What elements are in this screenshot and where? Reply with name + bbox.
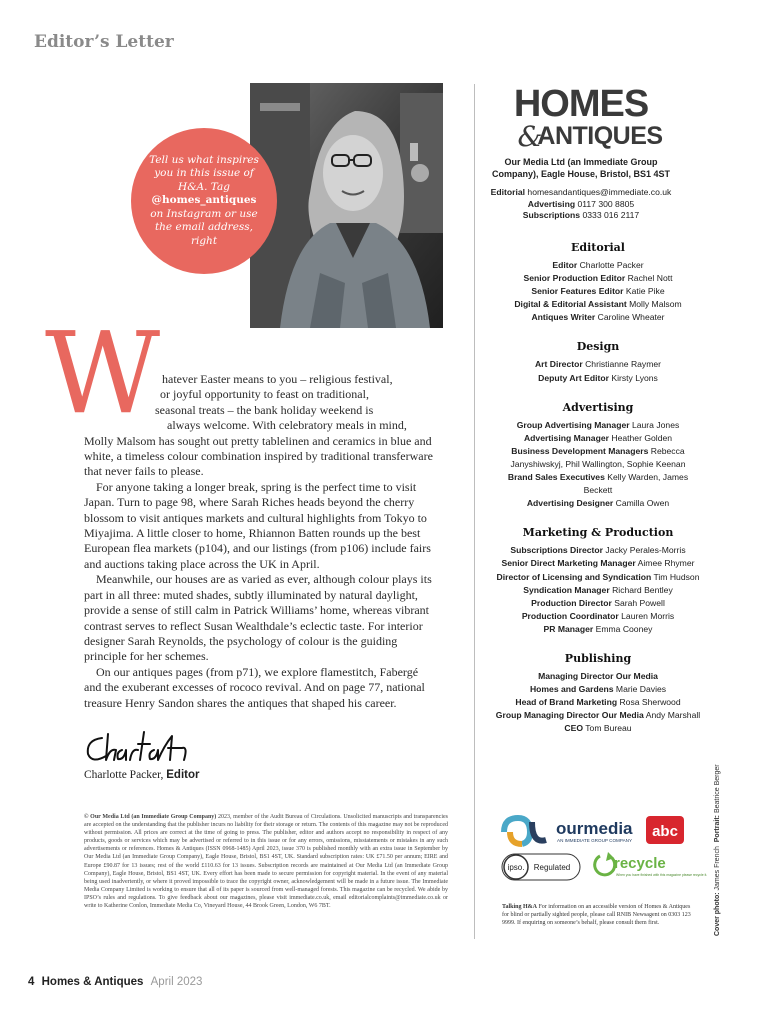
credit-role: Senior Features Editor [531, 286, 624, 297]
page-number: 4 [28, 976, 35, 988]
credit-row [494, 584, 702, 597]
column-divider [474, 84, 475, 939]
credit-role: Homes and Gardens [529, 684, 614, 695]
legal-notice [84, 813, 448, 910]
credits-heading-design: Design [576, 340, 620, 354]
credit-row [494, 432, 702, 445]
footer-magazine: Homes & Antiques [41, 976, 144, 988]
credit-row [494, 311, 702, 324]
abc-logo [646, 816, 684, 844]
credit-role: Production Coordinator [521, 610, 619, 621]
homes-antiques-masthead-logo [486, 83, 676, 153]
legal-copyright: © Our Media Ltd (an Immediate Group Company) [84, 814, 217, 820]
credit-name: Kirsty Lyons [611, 372, 658, 383]
credit-row [494, 471, 702, 497]
company-line-2: Company), Eagle House, Bristol, BS1 4ST [491, 168, 671, 179]
credit-row [494, 623, 702, 636]
credit-name: Kelly Warden, James Beckett [583, 472, 689, 496]
credit-row [494, 670, 702, 683]
credit-name: Tim Hudson [653, 571, 700, 582]
credit-row [494, 358, 702, 371]
svg-text:ipso.: ipso. [507, 863, 525, 872]
paragraph-1-rest: Molly Malsom has sought out pretty tablelinen and ceramics in blue and white, a timeless colour combination inspired by traditional transferware that never fails to please. [84, 433, 433, 479]
lead-line-2: or joyful opportunity to feast on traditional, [160, 387, 369, 402]
credit-role: Senior Production Editor [523, 273, 626, 284]
credit-name: Molly Malsom [629, 299, 682, 310]
signoff-title: Editor [166, 769, 200, 781]
credit-name: Richard Bentley [612, 584, 673, 595]
credit-row [494, 696, 702, 709]
credit-name: Tom Bureau [585, 723, 632, 734]
bubble-text-2: on Instagram or use the email address, right [150, 207, 258, 247]
credit-list [494, 241, 702, 735]
credit-role: CEO [564, 723, 584, 734]
svg-text:AN IMMEDIATE GROUP COMPANY: AN IMMEDIATE GROUP COMPANY [557, 838, 633, 843]
publisher-logos [500, 812, 708, 892]
credit-role: Director of Licensing and Syndication [496, 571, 652, 582]
credit-role: Advertising Manager [523, 432, 609, 443]
credit-name: Christianne Raymer [585, 359, 662, 370]
credit-name: Heather Golden [611, 432, 673, 443]
credit-row [494, 544, 702, 557]
signoff [84, 769, 199, 781]
credit-row [494, 497, 702, 510]
credit-role: Managing Director Our Media [538, 670, 658, 681]
credit-name: Rachel Nott [627, 273, 673, 284]
contact-subscriptions: Subscriptions 0333 016 2117 [522, 210, 640, 220]
legal-text: 2023, member of the Audit Bureau of Circulations. Unsolicited manuscripts and transparencies are accepted on the understanding that the publisher incurs no liability for their storage or return. The contents of this magazine may not be reproduced without permission. All prices are correct at the time of going to press. The publisher, editor and authors accept no responsibility in respect of any products, goods or services which may be advertised or referred to in this issue or for any errors, omissions, misstatements or mistakes in any such advertisements or references. Homes & Antiques (ISSN 0968-1485) April 2023, issue 370 is published monthly with an extra issue in September by Our Media Ltd (an Immediate Group Company), Eagle House, Bristol, BS1 4ST, UK. Standard subscription rates: UK £71.50 per annum; EIRE and Europe £90.87 for 13 issues; rest of the world £110.63 for 13 issues. Subscription records are maintained at Our Media Ltd (an Immediate Group Company), Eagle House, Bristol, BS1 4ST, UK. Every effort has been made to secure permission for copyright material. In the event of any material being used inadvertently, or where it proved impossible to trace the copyright owner, acknowledgement will be made in a future issue. The Immediate Media Company Limited is working to ensure that all of its paper is sourced from well-managed forests. This magazine can be recycled. We abide by IPSO’s rules and regulations. To give feedback about our magazines, please visit immediate.co.uk, email editorialcomplaints@immediate.co.uk or write to Katherine Conlon, Immediate Media Co, Vineyard House, 44 Brook Green, London, W6 7BT. [84, 814, 448, 910]
contact-editorial: Editorial homesandantiques@immediate.co.uk [490, 187, 672, 197]
credit-row [494, 298, 702, 311]
company-address [486, 157, 676, 180]
credit-name: Charlotte Packer [579, 260, 644, 270]
ourmedia-logo [504, 818, 633, 844]
credit-name: Emma Cooney [595, 623, 653, 634]
credit-name: Caroline Wheater [597, 312, 665, 323]
footer-date: April 2023 [150, 976, 203, 988]
letter-body [84, 372, 438, 711]
credit-row [494, 372, 702, 385]
credit-row [494, 557, 702, 570]
signoff-name: Charlotte Packer, [84, 769, 164, 781]
lead-line-3: seasonal treats – the bank holiday weekend is [155, 402, 374, 417]
talking-ha-label: Talking H&A [502, 904, 537, 910]
section-label: Editor’s Letter [34, 32, 174, 52]
bubble-text-1: Tell us what inspires you in this issue of H&A. Tag [149, 153, 259, 193]
credit-name: Marie Davies [615, 684, 667, 695]
credits-heading-marketing: Marketing & Production [522, 526, 674, 540]
credit-name: Andy Marshall [645, 710, 701, 721]
svg-text:abc: abc [652, 823, 678, 840]
subscriptions-phone[interactable]: 0333 016 2117 [582, 210, 640, 220]
talking-ha-text: For information on an accessible version of Homes & Antiques for blind or partially sighted people, please call RNIB Newsagent on 0303 123 9999. If enquiring on someone’s behalf, please consult them first. [502, 904, 691, 926]
svg-text:Regulated: Regulated [533, 863, 571, 872]
credit-row [494, 722, 702, 735]
editor-signature [84, 726, 214, 766]
svg-text:ourmedia: ourmedia [556, 819, 633, 838]
masthead-ampersand: & [517, 120, 543, 153]
credit-role: Art Director [534, 359, 583, 370]
credit-name: Rosa Sherwood [619, 697, 681, 708]
credit-role: Deputy Art Editor [538, 372, 609, 383]
credit-role: Brand Sales Executives [507, 472, 605, 483]
credit-row [494, 571, 702, 584]
contact-details [486, 187, 676, 222]
letter-paragraph-4: On our antiques pages (from p71), we explore flamestitch, Fabergé and the exuberant excesses of rococo revival. And on page 77, national treasure Henry Sandon shares the antiques that shaped his career. [84, 664, 425, 710]
instagram-callout-bubble [131, 128, 277, 274]
credit-name: Camilla Owen [615, 498, 670, 509]
recycle-logo [595, 852, 708, 877]
page-footer [28, 976, 202, 988]
credit-row [494, 610, 702, 623]
credit-role: PR Manager [543, 623, 594, 634]
credits-heading-publishing: Publishing [564, 651, 632, 665]
credit-row [494, 259, 702, 272]
company-line-1: Our Media Ltd (an Immediate Group [504, 157, 658, 167]
credit-name: Lauren Morris [621, 610, 675, 621]
svg-text:recycle: recycle [614, 855, 666, 872]
letter-paragraph-3: Meanwhile, our houses are as varied as ever, although colour plays its part in all three: muted shades, subtly illuminated by natural daylight, provide a sense of still calm in Patrick Williams’ home, whereas vibrant contrast serves to reflect Susan Wealthdale’s eclectic taste. For interior designer Sarah Reynolds, the psychology of colour is the guiding principle for her schemes. [84, 572, 432, 664]
credit-row [494, 597, 702, 610]
credit-name: Aimee Rhymer [637, 558, 695, 569]
credit-role: Subscriptions Director [510, 545, 603, 556]
credit-row [494, 709, 702, 722]
credit-name: Jacky Perales-Morris [605, 545, 686, 556]
credit-row [494, 272, 702, 285]
credit-role: Senior Direct Marketing Manager [501, 558, 636, 569]
credit-role: Business Development Managers [511, 445, 649, 456]
editorial-email[interactable]: homesandantiques@immediate.co.uk [527, 187, 672, 197]
contact-advertising: Advertising 0117 300 8805 [527, 198, 635, 209]
credit-role: Antiques Writer [531, 312, 596, 323]
credit-name: Katie Pike [625, 286, 665, 297]
credit-name: Laura Jones [631, 419, 680, 430]
drop-cap: W [45, 309, 161, 439]
credit-name: Rebecca Janyshiwskyj, Phil Wallington, Sophie Keenan [510, 445, 686, 469]
letter-paragraph-1 [84, 372, 438, 480]
credit-role: Production Director [531, 597, 612, 608]
advertising-phone[interactable]: 0117 300 8805 [577, 198, 635, 209]
credits-heading-advertising: Advertising [562, 400, 634, 414]
talking-ha-note [502, 903, 692, 927]
staff-credits [494, 241, 702, 735]
credit-role: Digital & Editorial Assistant [514, 299, 627, 310]
ipso-regulated-logo [502, 854, 580, 880]
credits-heading-editorial: Editorial [571, 241, 625, 254]
instagram-handle[interactable]: @homes_antiques [151, 194, 257, 207]
credit-row [494, 419, 702, 432]
credit-role: Head of Brand Marketing [515, 697, 618, 708]
photo-credits: Cover photo: James French Portrait: Beatrice Berger [714, 764, 721, 936]
credit-role: Group Advertising Manager [516, 419, 630, 430]
masthead-line2: ANTIQUES [537, 122, 663, 150]
lead-line-1: hatever Easter means to you – religious festival, [162, 372, 393, 386]
credit-role: Group Managing Director Our Media [495, 710, 644, 721]
credit-row [494, 445, 702, 471]
lead-line-4: always welcome. With celebratory meals in mind, [167, 418, 407, 433]
credit-row [494, 683, 702, 696]
letter-paragraph-2: For anyone taking a longer break, spring is the perfect time to visit Japan. Turn to page 98, where Sarah Riches heads beyond the cherry blossom to visit antiques markets and cultural highlights from Tokyo to Miyajima. A little closer to home, Rhiannon Batten rounds up the best European flea markets (p104), and our listings (from p106) include fairs and auctions taking place across the UK in April. [84, 479, 431, 571]
editor-portrait-photo [250, 83, 443, 328]
masthead-line1: HOMES [513, 83, 649, 125]
credit-role: Editor [552, 260, 578, 270]
credit-role: Syndication Manager [523, 584, 610, 595]
credit-name: Sarah Powell [614, 597, 665, 608]
credit-row [494, 285, 702, 298]
credit-role: Advertising Designer [526, 498, 614, 509]
svg-text:When you have finished with th: When you have finished with this magazine please recycle it. [616, 873, 708, 877]
